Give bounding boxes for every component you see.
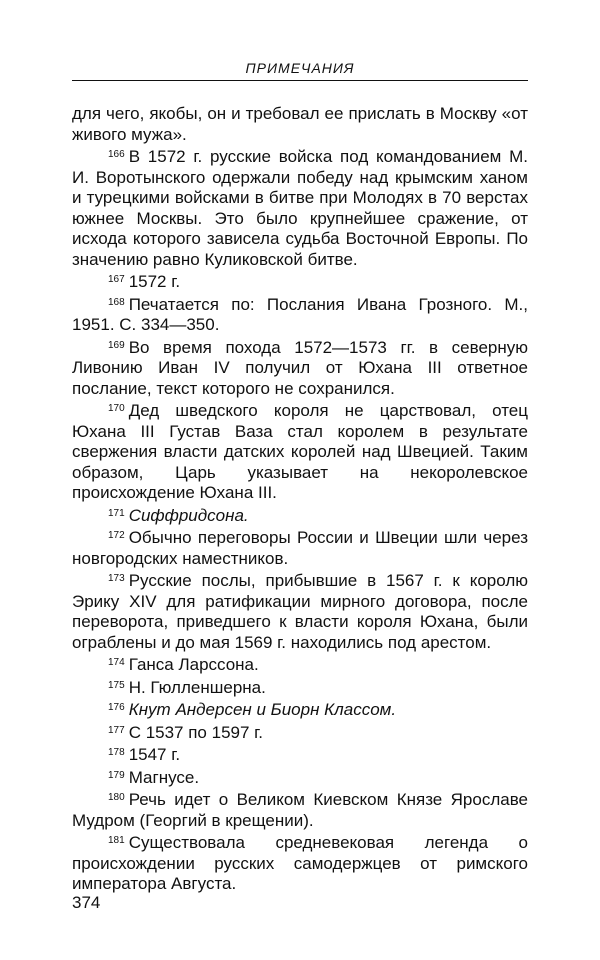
note-172 [72, 526, 528, 569]
footnote-number: 169 [108, 339, 125, 351]
footnote-number: 178 [108, 747, 125, 758]
footnote-number: 173 [108, 573, 125, 584]
footnote-number: 181 [108, 835, 125, 846]
note-text: Ганса Ларссона. [128, 655, 259, 674]
footnote-number: 175 [108, 679, 125, 691]
running-header-title: ПРИМЕЧАНИЯ [245, 60, 355, 76]
intro-paragraph: для чего, якобы, он и требовал ее прислать в Москву «от живого мужа». [72, 104, 528, 144]
page-number: 374 [72, 893, 101, 912]
footnote-number: 174 [108, 657, 125, 668]
note-178 [72, 743, 528, 766]
note-text: Русские послы, прибывшие в 1567 г. к королю Эрику XIV для ратификации мирного договора, после переворота, приведшего к власти короля Юхана, были ограблены и до мая 1569 г. находились под арестом. [72, 571, 528, 652]
note-175 [72, 676, 528, 699]
note-180 [72, 788, 528, 831]
running-header [72, 60, 528, 81]
note-text: Обычно переговоры России и Швеции шли через новгородских наместников. [72, 528, 528, 568]
note-text: Сиффридсона. [128, 505, 249, 525]
note-176 [72, 698, 528, 721]
note-text: Кнут Андерсен и Биорн Классом. [128, 700, 397, 719]
note-text: Печатается по: Послания Ивана Грозного. М., 1951. С. 334—350. [72, 294, 528, 334]
note-text: Магнусе. [128, 767, 200, 787]
note-167 [72, 270, 528, 293]
note-text: 1572 г. [128, 272, 181, 291]
note-text: Н. Гюлленшерна. [128, 677, 266, 697]
note-text: Во время похода 1572—1573 гг. в северную Ливонию Иван IV получил от Юхана III ответное послание, текст которого не сохранился. [72, 337, 528, 398]
notes-body [72, 104, 528, 895]
footnote-number: 167 [108, 274, 125, 285]
note-174 [72, 653, 528, 676]
note-181 [72, 831, 528, 895]
note-text: С 1537 по 1597 г. [128, 722, 264, 742]
note-169 [72, 336, 528, 400]
footnote-number: 170 [108, 403, 125, 414]
note-173 [72, 569, 528, 653]
note-text: Существовала средневековая легенда о происхождении русских самодержцев от римского императора Августа. [72, 833, 528, 893]
footnote-number: 179 [108, 769, 125, 781]
note-171 [72, 504, 528, 527]
note-text: В 1572 г. русские войска под командованием М. И. Воротынского одержали победу над крымским ханом и турецкими войсками в битве при Молодях в 70 верстах южнее Москвы. Это было крупнейшее сражение, от исхода которого зависела судьба Восточной Европы. По значению равно Куликовской битве. [72, 147, 528, 269]
note-166 [72, 145, 528, 270]
footnote-number: 177 [108, 724, 125, 736]
note-text: Дед шведского короля не царствовал, отец Юхана III Густав Ваза стал королем в результате свержения власти датских королей над Швецией. Таким образом, Царь указывает на некоролевское происхождение Юхана III. [72, 401, 528, 502]
footnote-number: 171 [108, 507, 125, 519]
note-170 [72, 399, 528, 504]
note-179 [72, 766, 528, 789]
footnote-number: 168 [108, 296, 125, 308]
note-177 [72, 721, 528, 744]
note-text: 1547 г. [128, 745, 181, 764]
note-168 [72, 293, 528, 336]
note-text: Речь идет о Великом Киевском Князе Ярославе Мудром (Георгий в крещении). [72, 790, 528, 830]
footnote-number: 166 [108, 149, 125, 160]
footnote-number: 180 [108, 792, 125, 803]
footnote-number: 176 [108, 702, 125, 713]
footnote-number: 172 [108, 530, 125, 541]
